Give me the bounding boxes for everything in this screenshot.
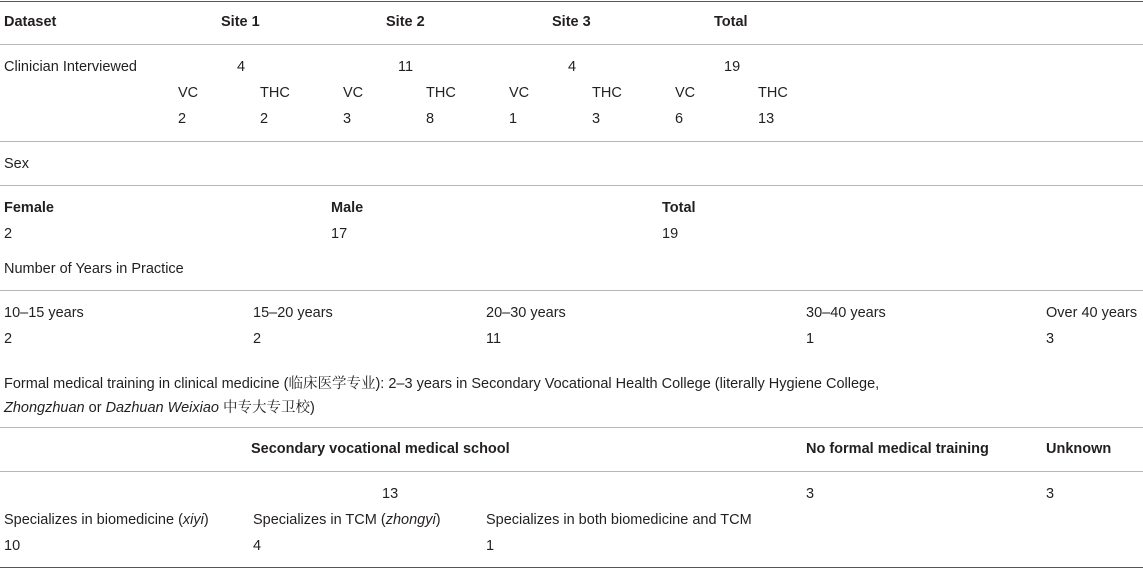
subheader-vc-total: VC bbox=[675, 85, 696, 101]
years-value-5: 3 bbox=[1046, 331, 1055, 347]
years-range-3: 20–30 years bbox=[486, 305, 566, 321]
value-thc-3: 3 bbox=[592, 111, 601, 127]
spec-bio-text: Specializes in biomedicine ( bbox=[4, 512, 183, 528]
header-rule bbox=[0, 44, 1143, 45]
training-col-unknown: Unknown bbox=[1046, 441, 1112, 457]
sex-male-label: Male bbox=[331, 200, 364, 216]
clinicians-label: Clinician Interviewed bbox=[4, 59, 137, 75]
years-range-1: 10–15 years bbox=[4, 305, 84, 321]
header-site3: Site 3 bbox=[552, 14, 591, 30]
clinicians-site2: 11 bbox=[398, 59, 414, 75]
spec-tcm-text: Specializes in TCM ( bbox=[253, 512, 386, 528]
sex-female-value: 2 bbox=[4, 226, 13, 242]
spec-tcm-value: 4 bbox=[253, 538, 262, 554]
table-bottom-rule bbox=[0, 567, 1143, 568]
clinician-rule bbox=[0, 141, 1143, 142]
years-range-4: 30–40 years bbox=[806, 305, 886, 321]
training-secondary-total: 13 bbox=[382, 486, 399, 502]
value-vc-2: 3 bbox=[343, 111, 352, 127]
subheader-thc-2: THC bbox=[426, 85, 456, 101]
value-vc-3: 1 bbox=[509, 111, 518, 127]
spec-tcm-close: ) bbox=[435, 512, 441, 528]
spec-both-label: Specializes in both biomedicine and TCM bbox=[486, 512, 752, 528]
spec-tcm-term: zhongyi bbox=[385, 512, 436, 528]
value-thc-1: 2 bbox=[260, 111, 269, 127]
years-range-2: 15–20 years bbox=[253, 305, 333, 321]
subheader-vc-1: VC bbox=[178, 85, 199, 101]
training-rule bbox=[0, 427, 1143, 428]
sex-female-label: Female bbox=[4, 200, 54, 216]
sex-rule bbox=[0, 185, 1143, 186]
header-dataset: Dataset bbox=[4, 14, 57, 30]
training-unknown-total: 3 bbox=[1046, 486, 1055, 502]
value-thc-2: 8 bbox=[426, 111, 435, 127]
subheader-thc-3: THC bbox=[592, 85, 622, 101]
years-value-2: 2 bbox=[253, 331, 262, 347]
table-top-rule bbox=[0, 1, 1143, 2]
clinicians-site1: 4 bbox=[237, 59, 246, 75]
training-term-zhongzhuan: Zhongzhuan bbox=[4, 400, 85, 416]
training-cols-rule bbox=[0, 471, 1143, 472]
value-vc-1: 2 bbox=[178, 111, 187, 127]
training-chinese-term: 中专大专卫校) bbox=[218, 400, 315, 416]
training-term-dazhuan: Dazhuan Weixiao bbox=[105, 400, 219, 416]
years-value-3: 11 bbox=[486, 331, 502, 347]
header-total: Total bbox=[714, 14, 748, 30]
years-value-4: 1 bbox=[806, 331, 815, 347]
training-col-secondary: Secondary vocational medical school bbox=[251, 441, 510, 457]
header-site2: Site 2 bbox=[386, 14, 425, 30]
years-rule bbox=[0, 290, 1143, 291]
training-connector: or bbox=[84, 400, 106, 416]
value-thc-total: 13 bbox=[758, 111, 775, 127]
spec-both-value: 1 bbox=[486, 538, 495, 554]
years-value-1: 2 bbox=[4, 331, 13, 347]
clinicians-site3: 4 bbox=[568, 59, 577, 75]
clinicians-total: 19 bbox=[724, 59, 741, 75]
subheader-thc-total: THC bbox=[758, 85, 788, 101]
training-description-line2 bbox=[4, 399, 315, 417]
years-label: Number of Years in Practice bbox=[4, 261, 184, 277]
spec-bio-close: ) bbox=[203, 512, 209, 528]
years-range-5: Over 40 years bbox=[1046, 305, 1138, 321]
sex-total-value: 19 bbox=[662, 226, 679, 242]
spec-biomedicine-label bbox=[4, 511, 209, 529]
training-description-line1: Formal medical training in clinical medicine (临床医学专业): 2–3 years in Secondary Vocational Health College (literally Hygiene College, bbox=[4, 376, 880, 392]
training-col-none: No formal medical training bbox=[806, 441, 989, 457]
sex-label: Sex bbox=[4, 156, 29, 172]
subheader-vc-3: VC bbox=[509, 85, 530, 101]
sex-male-value: 17 bbox=[331, 226, 348, 242]
sex-total-label: Total bbox=[662, 200, 696, 216]
subheader-thc-1: THC bbox=[260, 85, 290, 101]
spec-bio-term: xiyi bbox=[182, 512, 204, 528]
training-none-total: 3 bbox=[806, 486, 815, 502]
value-vc-total: 6 bbox=[675, 111, 684, 127]
spec-tcm-label bbox=[253, 511, 441, 529]
subheader-vc-2: VC bbox=[343, 85, 364, 101]
header-site1: Site 1 bbox=[221, 14, 260, 30]
spec-biomedicine-value: 10 bbox=[4, 538, 21, 554]
